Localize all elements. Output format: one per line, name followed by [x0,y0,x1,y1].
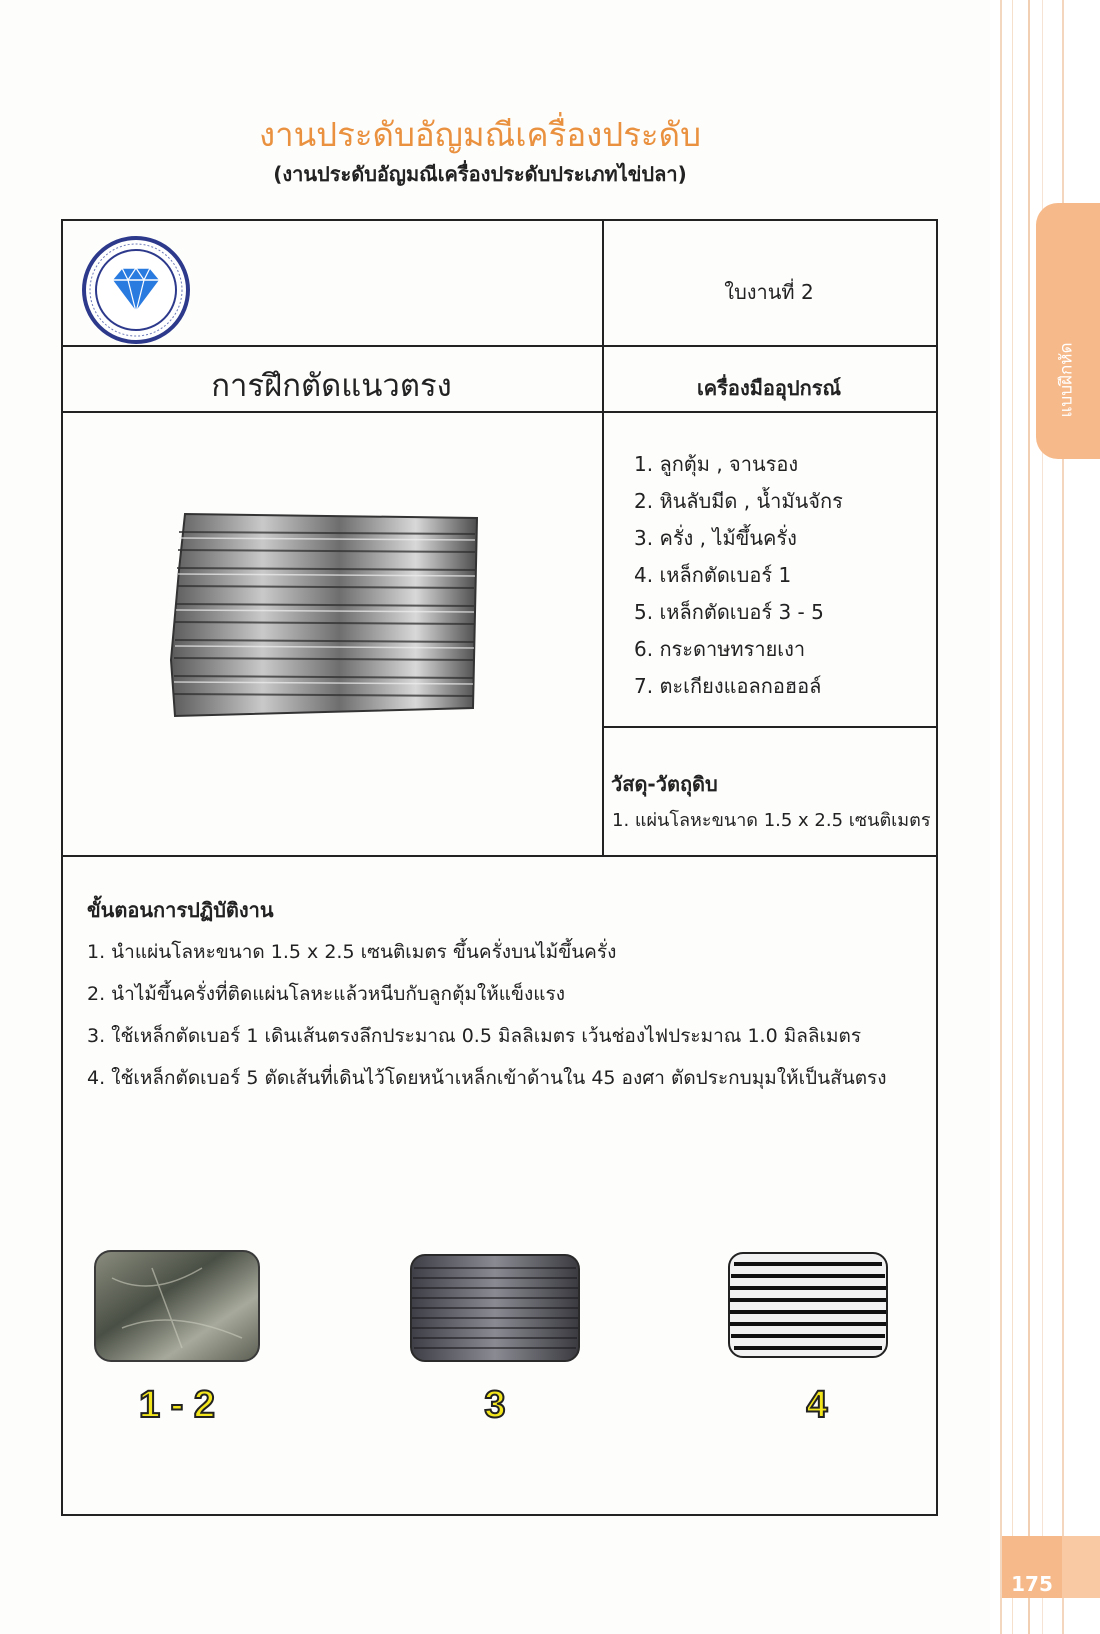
stage-4-image [726,1250,890,1360]
tool-item: 1. ลูกตุ้ม , จานรอง [634,452,799,476]
page-number: 175 [1011,1572,1053,1596]
stage-1-2-image [92,1248,262,1364]
tool-item: 7. ตะเกียงแอลกอฮอล์ [634,674,822,698]
finished-plate-image [167,510,487,722]
step-item: 4. ใช้เหล็กตัดเบอร์ 5 ตัดเส้นที่เดินไว้โดยหน้าเหล็กเข้าด้านใน 45 องศา ตัดประกบมุมให้เป็นสันตรง [87,1067,887,1089]
worksheet-topic: การฝึกตัดแนวตรง [211,368,452,404]
table-divider [61,855,936,857]
side-tab [1036,203,1100,459]
tool-item: 2. หินลับมีด , น้ำมันจักร [634,489,843,513]
material-item: 1. แผ่นโลหะขนาด 1.5 x 2.5 เซนติเมตร [612,810,931,831]
table-divider [61,345,936,347]
steps-list [87,936,887,1104]
table-divider [602,726,936,728]
stage-label: 4 [806,1384,828,1426]
stage-label: 3 [484,1384,506,1426]
diamond-seal-icon [80,234,192,346]
tool-item: 3. ครั่ง , ไม้ขึ้นครั่ง [634,526,797,550]
worksheet-label: ใบงานที่ 2 [724,280,814,304]
stage-3-image [408,1252,582,1364]
page-number-box-light [1062,1536,1100,1598]
tool-item: 6. กระดาษทรายเงา [634,637,806,661]
tools-heading: เครื่องมืออุปกรณ์ [696,376,842,400]
side-tab-label: แบบฝึกหัด [1056,342,1077,418]
page-title: งานประดับอัญมณีเครื่องประดับ [258,115,702,154]
materials-list [612,805,931,834]
tool-item: 5. เหล็กตัดเบอร์ 3 - 5 [634,600,824,624]
table-divider [602,219,604,857]
materials-heading: วัสดุ-วัตถุดิบ [611,772,718,796]
step-item: 1. นำแผ่นโลหะขนาด 1.5 x 2.5 เซนติเมตร ขึ้นครั่งบนไม้ขึ้นครั่ง [87,941,617,963]
tools-list [634,450,843,709]
table-divider [61,411,936,413]
stage-label: 1 - 2 [138,1384,216,1426]
tool-item: 4. เหล็กตัดเบอร์ 1 [634,563,792,587]
steps-heading: ขั้นตอนการปฏิบัติงาน [87,898,274,922]
page-subtitle: (งานประดับอัญมณีเครื่องประดับประเภทไข่ปลา) [273,162,687,186]
step-item: 3. ใช้เหล็กตัดเบอร์ 1 เดินเส้นตรงลึกประมาณ 0.5 มิลลิเมตร เว้นช่องไฟประมาณ 1.0 มิลลิเมตร [87,1025,862,1047]
step-item: 2. นำไม้ขึ้นครั่งที่ติดแผ่นโลหะแล้วหนีบกับลูกตุ้มให้แข็งแรง [87,983,565,1005]
